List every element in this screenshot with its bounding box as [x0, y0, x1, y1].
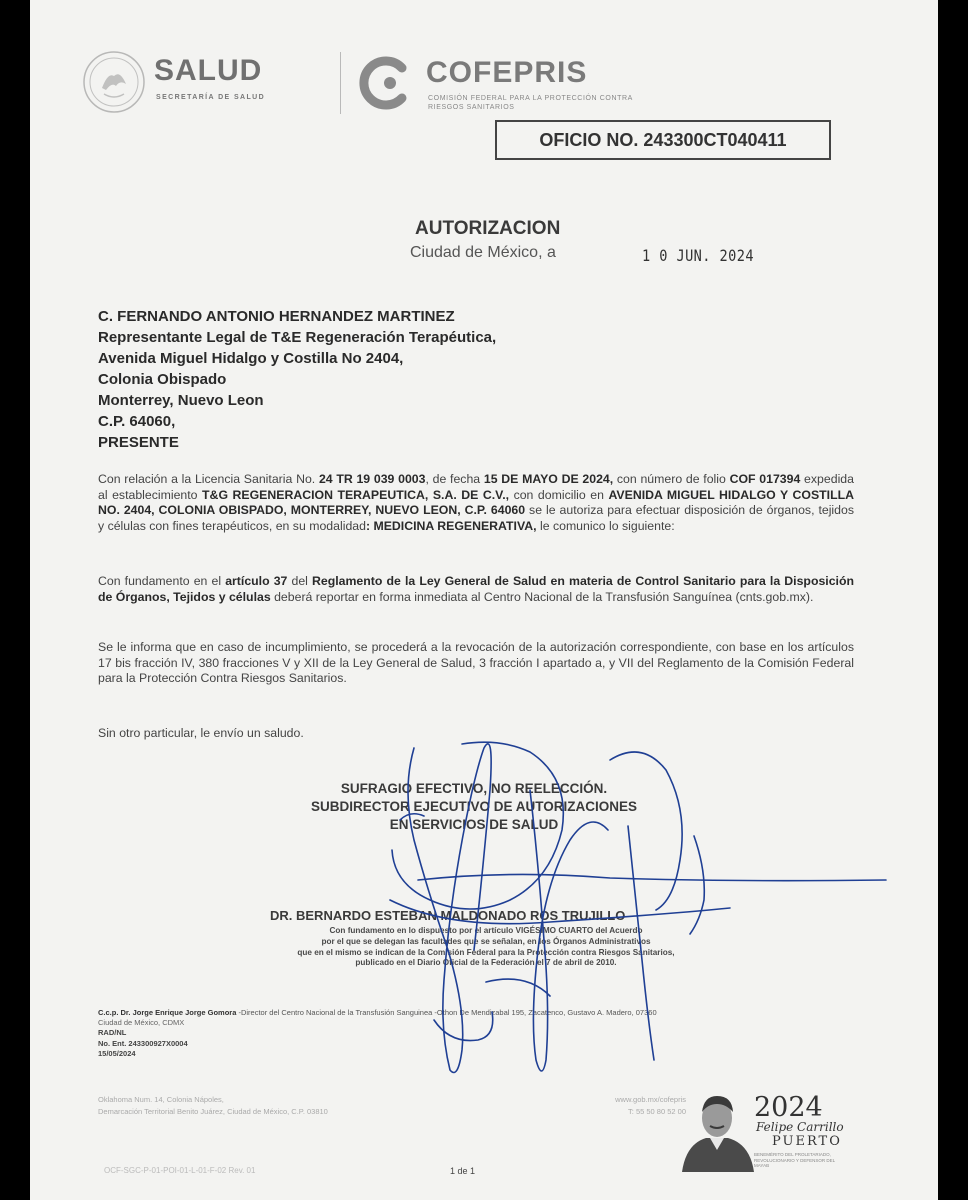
footer-address: Oklahoma Num. 14, Colonia Nápoles, Demarcación Territorial Benito Juárez, Ciudad de México, C.P. 03810 [98, 1095, 328, 1116]
recipient-street: Avenida Miguel Hidalgo y Costilla No 2404, [98, 350, 404, 367]
place-label: Ciudad de México, a [410, 244, 556, 261]
felipe-carrillo: Felipe Carrillo [756, 1120, 844, 1134]
recipient-block [98, 306, 496, 453]
recipient-name: C. FERNANDO ANTONIO HERNANDEZ MARTINEZ [98, 308, 455, 325]
document-page [30, 0, 938, 1200]
ccp-line: C.c.p. Dr. Jorge Enrique Jorge Gomora -Director del Centro Nacional de la Transfusión Sanguinea -Othon De Mendizabal 195, Zacatenco, Gustavo A. Madero, 07360 [98, 1008, 657, 1017]
portrait-icon [676, 1082, 758, 1172]
form-code: OCF-SGC-P-01-POI-01-L-01-F-02 Rev. 01 [104, 1166, 256, 1175]
signer-name: DR. BERNARDO ESTEBAN MALDONADO ROS TRUJILLO [270, 908, 626, 923]
header-divider [340, 52, 341, 114]
ccp-initials: RAD/NL [98, 1028, 127, 1037]
cofepris-subtitle: COMISIÓN FEDERAL PARA LA PROTECCIÓN CONTRA RIESGOS SANITARIOS [428, 95, 633, 111]
oficio-number: OFICIO NO. 243300CT040411 [495, 120, 831, 160]
year-2024: 2024 [754, 1092, 823, 1123]
ccp-entry-date: 15/05/2024 [98, 1049, 136, 1058]
paragraph-incumplimiento: Se le informa que en caso de incumplimiento, se procederá a la revocación de la autorización correspondiente, con base en los artículos 17 bis fracción IV, 380 fracciones V y XII de la Ley General de Salud, 3 fracción I apartado a, y VII del Reglamento de la Comisión Federal para la Protección Contra Riesgos Sanitarios. [98, 640, 854, 685]
ccp-city: Ciudad de México, CDMX [98, 1018, 185, 1027]
footer-caption: BENEMÉRITO DEL PROLETARIADO, REVOLUCIONARIO Y DEFENSOR DEL MAYAB [754, 1152, 835, 1168]
paragraph-saludo: Sin otro particular, le envío un saludo. [98, 726, 304, 740]
puerto: PUERTO [772, 1134, 842, 1149]
recipient-role: Representante Legal de T&E Regeneración Terapéutica, [98, 329, 497, 346]
footer-contact: www.gob.mx/cofepris T: 55 50 80 52 00 [615, 1095, 686, 1116]
mexico-seal-icon [82, 50, 146, 114]
recipient-zip: C.P. 64060, [98, 413, 176, 430]
ccp-entry-number: No. Ent. 243300927X0004 [98, 1039, 188, 1048]
closing-block [264, 780, 684, 834]
date-stamp: 1 0 JUN. 2024 [642, 246, 754, 265]
recipient-city: Monterrey, Nuevo Leon [98, 392, 264, 409]
closing-motto: SUFRAGIO EFECTIVO, NO REELECCIÓN. [340, 781, 608, 796]
closing-title-2: EN SERVICIOS DE SALUD [389, 817, 559, 832]
cofepris-logo-icon [354, 52, 416, 114]
closing-title-1: SUBDIRECTOR EJECUTIVO DE AUTORIZACIONES [310, 799, 638, 814]
legal-basis: Con fundamento en lo dispuesto por el artículo VIGÉSIMO CUARTO del Acuerdo por el que se delegan las facultades que se señalan, en los Órganos Administrativos que en el mismo se indican de la Comisión Federal para la Protección contra Riesgos Sanitarios, publicado en el Diario Oficial de la Federación el 7 de abril de 2010. [297, 926, 675, 968]
cofepris-title: COFEPRIS [426, 56, 588, 89]
recipient-colony: Colonia Obispado [98, 371, 227, 388]
paragraph-license: Con relación a la Licencia Sanitaria No. 24 TR 19 039 0003, de fecha 15 DE MAYO DE 2024, con número de folio COF 017394 expedida al establecimiento T&G REGENERACION TERAPEUTICA, S.A. DE C.V., con domicilio en AVENIDA MIGUEL HIDALGO Y COSTILLA NO. 2404, COLONIA OBISPADO, MONTERREY, NUEVO LEON, C.P. 64060 se le autoriza para efectuar disposición de órganos, tejidos y células con fines terapéuticos, en su modalidad: MEDICINA REGENERATIVA, le comunico lo siguiente: [98, 472, 854, 533]
page-number: 1 de 1 [450, 1166, 476, 1176]
salud-subtitle: SECRETARÍA DE SALUD [156, 94, 266, 101]
salud-title: SALUD [154, 54, 263, 87]
letterhead [82, 44, 642, 124]
paragraph-fundamento: Con fundamento en el artículo 37 del Reglamento de la Ley General de Salud en materia de Control Sanitario para la Disposición de Órganos, Tejidos y células deberá reportar en forma inmediata al Centro Nacional de la Transfusión Sanguínea (cnts.gob.mx). [98, 574, 854, 604]
recipient-presente: PRESENTE [98, 434, 179, 451]
document-title: AUTORIZACION [415, 218, 561, 239]
